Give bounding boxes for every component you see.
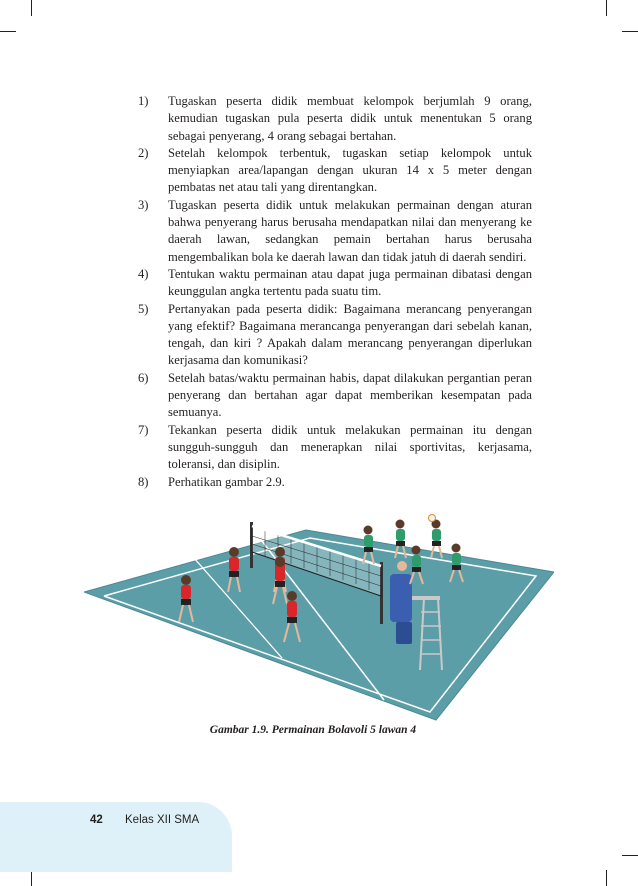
list-item-text: Tugaskan peserta didik untuk melakukan permainan dengan aturan bahwa penyerang harus berusaha mendapatkan nilai dan menyerang ke daerah lawan, sedangkan pemain bertahan harus berusaha mengembalikan bola ke daerah lawan dan tidak jatuh di daerah sendiri. — [168, 197, 532, 264]
crop-mark — [31, 0, 32, 16]
list-item-text: Perhatikan gambar 2.9. — [168, 474, 285, 489]
list-item-text: Tentukan waktu permainan atau dapat juga permainan dibatasi dengan keunggulan angka tertentu pada suatu tim. — [168, 266, 532, 299]
page-number: 42 — [90, 814, 103, 826]
list-item: 8) Perhatikan gambar 2.9. — [138, 474, 285, 489]
volleyball-court-illustration — [84, 500, 554, 722]
crop-mark — [622, 855, 638, 856]
footer-tab — [0, 802, 232, 872]
book-title: Kelas XII SMA — [125, 814, 200, 826]
volleyball — [429, 515, 436, 522]
figure-caption: Gambar 1.9. Permainan Bolavoli 5 lawan 4 — [209, 724, 417, 736]
crop-mark — [606, 870, 607, 886]
crop-mark — [31, 870, 32, 886]
crop-mark — [622, 31, 638, 32]
list-item: 7) Tekankan peserta didik untuk melakukan permainan itu dengan sungguh-sungguh dan menerapkan nilai sportivitas, kerjasama, toleransi, dan disiplin. — [138, 422, 532, 472]
list-item: 5) Pertanyakan pada peserta didik: Bagaimana merancang penyerangan yang efektif? Bagaimana merancanga penyerangan dari sebelah kanan, tengah, dan kiri ? Apakah dalam merancang penyerangan diperlukan kerjasama dan komunikasi? — [138, 301, 532, 368]
list-item: 6) Setelah batas/waktu permainan habis, dapat dilakukan pergantian peran penyerang dan bertahan agar dapat memberikan kesempatan pada semuanya. — [138, 370, 532, 420]
crop-mark — [606, 0, 607, 16]
list-item-text: Tekankan peserta didik untuk melakukan permainan itu dengan sungguh-sungguh dan menerapkan nilai sportivitas, kerjasama, toleransi, dan disiplin. — [168, 422, 532, 472]
crop-mark — [0, 31, 16, 32]
instruction-list — [138, 93, 532, 491]
list-item-text: Setelah batas/waktu permainan habis, dapat dilakukan pergantian peran penyerang dan bertahan agar dapat memberikan kesempatan pada semuanya. — [168, 370, 532, 420]
list-item-text: Tugaskan peserta didik membuat kelompok berjumlah 9 orang, kemudian tugaskan pula peserta didik untuk menentukan 5 orang sebagai penyerang, 4 orang sebagai bertahan. — [168, 94, 532, 143]
list-item-text: Setelah kelompok terbentuk, tugaskan setiap kelompok untuk menyiapkan area/lapangan dengan ukuran 14 x 5 meter dengan pembatas net atau tali yang direntangkan. — [168, 145, 532, 195]
list-item-text: Pertanyakan pada peserta didik: Bagaimana merancang penyerangan yang efektif? Bagaimana merancanga penyerangan dari sebelah kanan, tengah, dan kiri ? Apakah dalam merancang penyerangan diperlukan kerjasama dan komunikasi? — [168, 301, 532, 368]
list-item: 1) Tugaskan peserta didik membuat kelompok berjumlah 9 orang, kemudian tugaskan pula peserta didik untuk menentukan 5 orang sebagai penyerang, 4 orang sebagai bertahan. — [138, 94, 532, 143]
list-item: 3) Tugaskan peserta didik untuk melakukan permainan dengan aturan bahwa penyerang harus berusaha mendapatkan nilai dan menyerang ke daerah lawan, sedangkan pemain bertahan harus berusaha mengembalikan bola ke daerah lawan dan tidak jatuh di daerah sendiri. — [138, 197, 532, 264]
list-item: 2) Setelah kelompok terbentuk, tugaskan setiap kelompok untuk menyiapkan area/lapangan dengan ukuran 14 x 5 meter dengan pembatas net atau tali yang direntangkan. — [138, 145, 532, 195]
list-item: 4) Tentukan waktu permainan atau dapat juga permainan dibatasi dengan keunggulan angka tertentu pada suatu tim. — [138, 266, 532, 299]
